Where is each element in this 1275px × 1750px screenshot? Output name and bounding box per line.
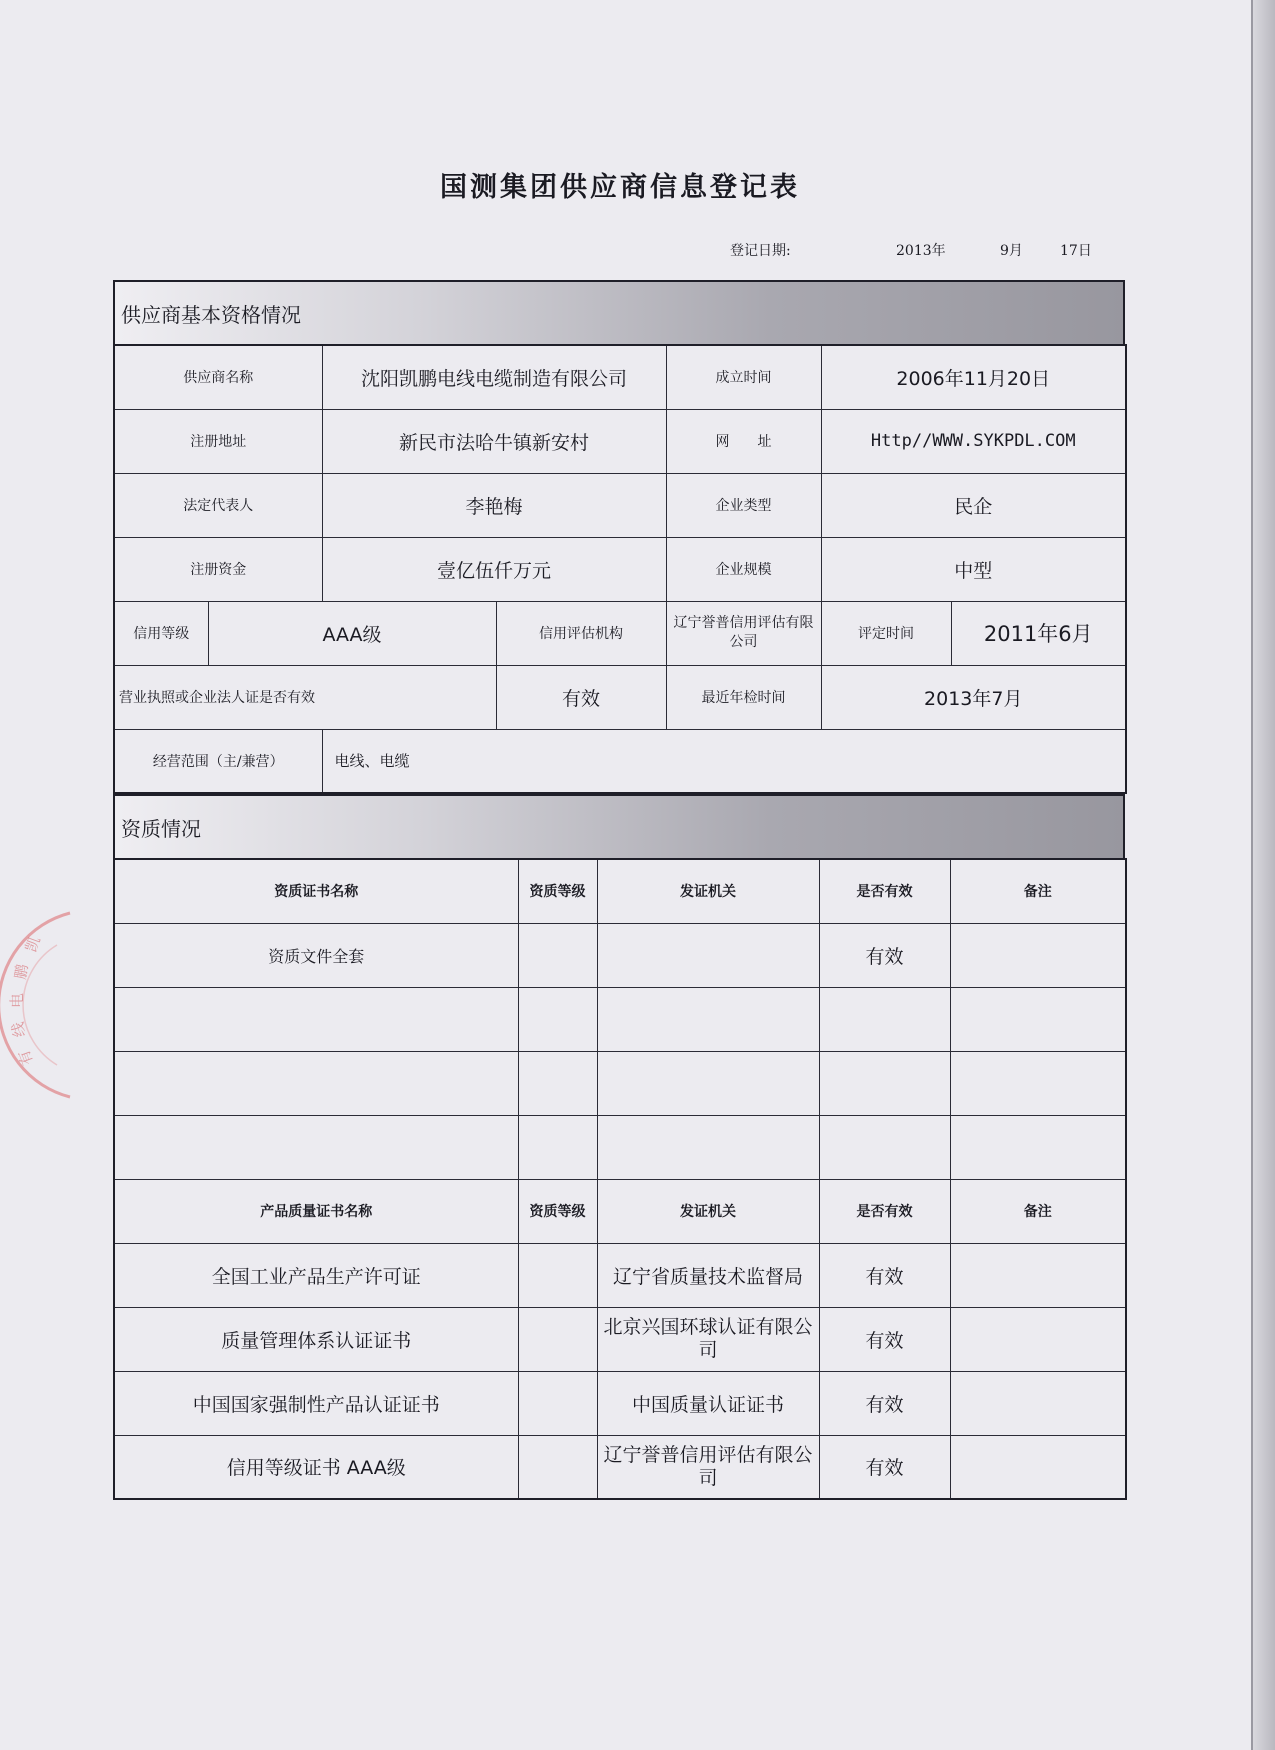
product-header-valid: 是否有效 <box>819 1179 950 1243</box>
table-row <box>114 1243 1126 1307</box>
reg-date-year: 2013年 <box>896 243 946 259</box>
qual-cell-issuer <box>597 1051 819 1115</box>
page-title: 国测集团供应商信息登记表 <box>440 172 800 203</box>
scale-value: 中型 <box>821 537 1126 601</box>
website-label: 网 址 <box>666 409 821 473</box>
product-header-name: 产品质量证书名称 <box>114 1179 518 1243</box>
founded-label: 成立时间 <box>666 345 821 409</box>
credit-value: AAA级 <box>208 601 496 665</box>
annual-check-label: 最近年检时间 <box>666 665 821 729</box>
rated-time-value: 2011年6月 <box>951 601 1126 665</box>
qual-cell-name: 资质文件全套 <box>114 923 518 987</box>
qual-header-issuer: 发证机关 <box>597 859 819 923</box>
qual-cell-name <box>114 1115 518 1179</box>
table-row <box>114 1051 1126 1115</box>
capital-value: 壹亿伍仟万元 <box>322 537 666 601</box>
qual-cell-valid <box>819 1115 950 1179</box>
qual-cell-note <box>950 987 1126 1051</box>
product-cell-level <box>518 1307 597 1371</box>
table-row <box>114 1371 1126 1435</box>
qual-cell-note <box>950 1051 1126 1115</box>
qual-cell-name <box>114 1051 518 1115</box>
qual-cell-level <box>518 1115 597 1179</box>
qual-cell-note <box>950 1115 1126 1179</box>
address-value: 新民市法哈牛镇新安村 <box>322 409 666 473</box>
product-cell-name: 质量管理体系认证证书 <box>114 1307 518 1371</box>
product-cell-valid: 有效 <box>819 1435 950 1499</box>
scope-value: 电线、电缆 <box>322 729 1126 793</box>
product-header-note: 备注 <box>950 1179 1126 1243</box>
qual-cell-issuer <box>597 1115 819 1179</box>
qual-header-level: 资质等级 <box>518 859 597 923</box>
qual-cell-valid: 有效 <box>819 923 950 987</box>
scope-label: 经营范围（主/兼营） <box>114 729 322 793</box>
legal-rep-label: 法定代表人 <box>114 473 322 537</box>
scale-label: 企业规模 <box>666 537 821 601</box>
address-label: 注册地址 <box>114 409 322 473</box>
table-row <box>114 1435 1126 1499</box>
page-edge-shadow <box>1253 0 1275 1750</box>
supplier-name-value: 沈阳凯鹏电线电缆制造有限公司 <box>322 345 666 409</box>
registration-form <box>113 280 1125 1500</box>
svg-text:鹏: 鹏 <box>11 962 32 981</box>
annual-check-value: 2013年7月 <box>821 665 1126 729</box>
credit-label: 信用等级 <box>114 601 208 665</box>
svg-text:电: 电 <box>8 992 26 1008</box>
product-header-level: 资质等级 <box>518 1179 597 1243</box>
supplier-name-label: 供应商名称 <box>114 345 322 409</box>
product-cell-note <box>950 1371 1126 1435</box>
product-cell-note <box>950 1307 1126 1371</box>
rated-time-label: 评定时间 <box>821 601 951 665</box>
credit-org-label: 信用评估机构 <box>496 601 666 665</box>
product-cell-name: 全国工业产品生产许可证 <box>114 1243 518 1307</box>
credit-org-value: 辽宁誉普信用评估有限公司 <box>666 601 821 665</box>
website-value: Http//WWW.SYKPDL.COM <box>821 409 1126 473</box>
page-edge-line <box>1251 0 1253 1750</box>
basic-info-table <box>113 344 1127 794</box>
qual-cell-valid <box>819 1051 950 1115</box>
reg-date-label: 登记日期: <box>730 243 791 259</box>
license-value: 有效 <box>496 665 666 729</box>
product-cell-level <box>518 1371 597 1435</box>
svg-text:凯: 凯 <box>21 934 44 955</box>
product-cell-note <box>950 1435 1126 1499</box>
qual-cell-level <box>518 923 597 987</box>
qual-header-valid: 是否有效 <box>819 859 950 923</box>
qual-header-note: 备注 <box>950 859 1126 923</box>
svg-text:线: 线 <box>8 1020 29 1039</box>
legal-rep-value: 李艳梅 <box>322 473 666 537</box>
product-header-issuer: 发证机关 <box>597 1179 819 1243</box>
qualification-table <box>113 858 1127 1500</box>
product-cell-valid: 有效 <box>819 1371 950 1435</box>
product-cell-valid: 有效 <box>819 1243 950 1307</box>
license-label: 营业执照或企业法人证是否有效 <box>114 665 496 729</box>
qual-header-name: 资质证书名称 <box>114 859 518 923</box>
product-cell-issuer: 北京兴国环球认证有限公司 <box>597 1307 819 1371</box>
qual-cell-valid <box>819 987 950 1051</box>
qual-cell-level <box>518 1051 597 1115</box>
section-header-basic: 供应商基本资格情况 <box>113 280 1125 344</box>
table-row <box>114 923 1126 987</box>
product-cell-issuer: 辽宁省质量技术监督局 <box>597 1243 819 1307</box>
product-cell-name: 中国国家强制性产品认证证书 <box>114 1371 518 1435</box>
enterprise-type-label: 企业类型 <box>666 473 821 537</box>
reg-date-day: 17日 <box>1060 243 1092 259</box>
product-cell-valid: 有效 <box>819 1307 950 1371</box>
product-cell-issuer: 辽宁誉普信用评估有限公司 <box>597 1435 819 1499</box>
product-cell-level <box>518 1243 597 1307</box>
svg-text:有: 有 <box>14 1047 37 1068</box>
qual-cell-issuer <box>597 923 819 987</box>
founded-value: 2006年11月20日 <box>821 345 1126 409</box>
table-row <box>114 1307 1126 1371</box>
product-cell-level <box>518 1435 597 1499</box>
company-seal-stamp <box>0 905 125 1105</box>
product-cell-name: 信用等级证书 AAA级 <box>114 1435 518 1499</box>
product-cell-note <box>950 1243 1126 1307</box>
table-row <box>114 987 1126 1051</box>
section-header-qualification: 资质情况 <box>113 794 1125 858</box>
qual-cell-issuer <box>597 987 819 1051</box>
enterprise-type-value: 民企 <box>821 473 1126 537</box>
qual-cell-level <box>518 987 597 1051</box>
qual-cell-note <box>950 923 1126 987</box>
qual-cell-name <box>114 987 518 1051</box>
capital-label: 注册资金 <box>114 537 322 601</box>
table-row <box>114 1115 1126 1179</box>
product-cell-issuer: 中国质量认证证书 <box>597 1371 819 1435</box>
reg-date-month: 9月 <box>1000 243 1023 259</box>
